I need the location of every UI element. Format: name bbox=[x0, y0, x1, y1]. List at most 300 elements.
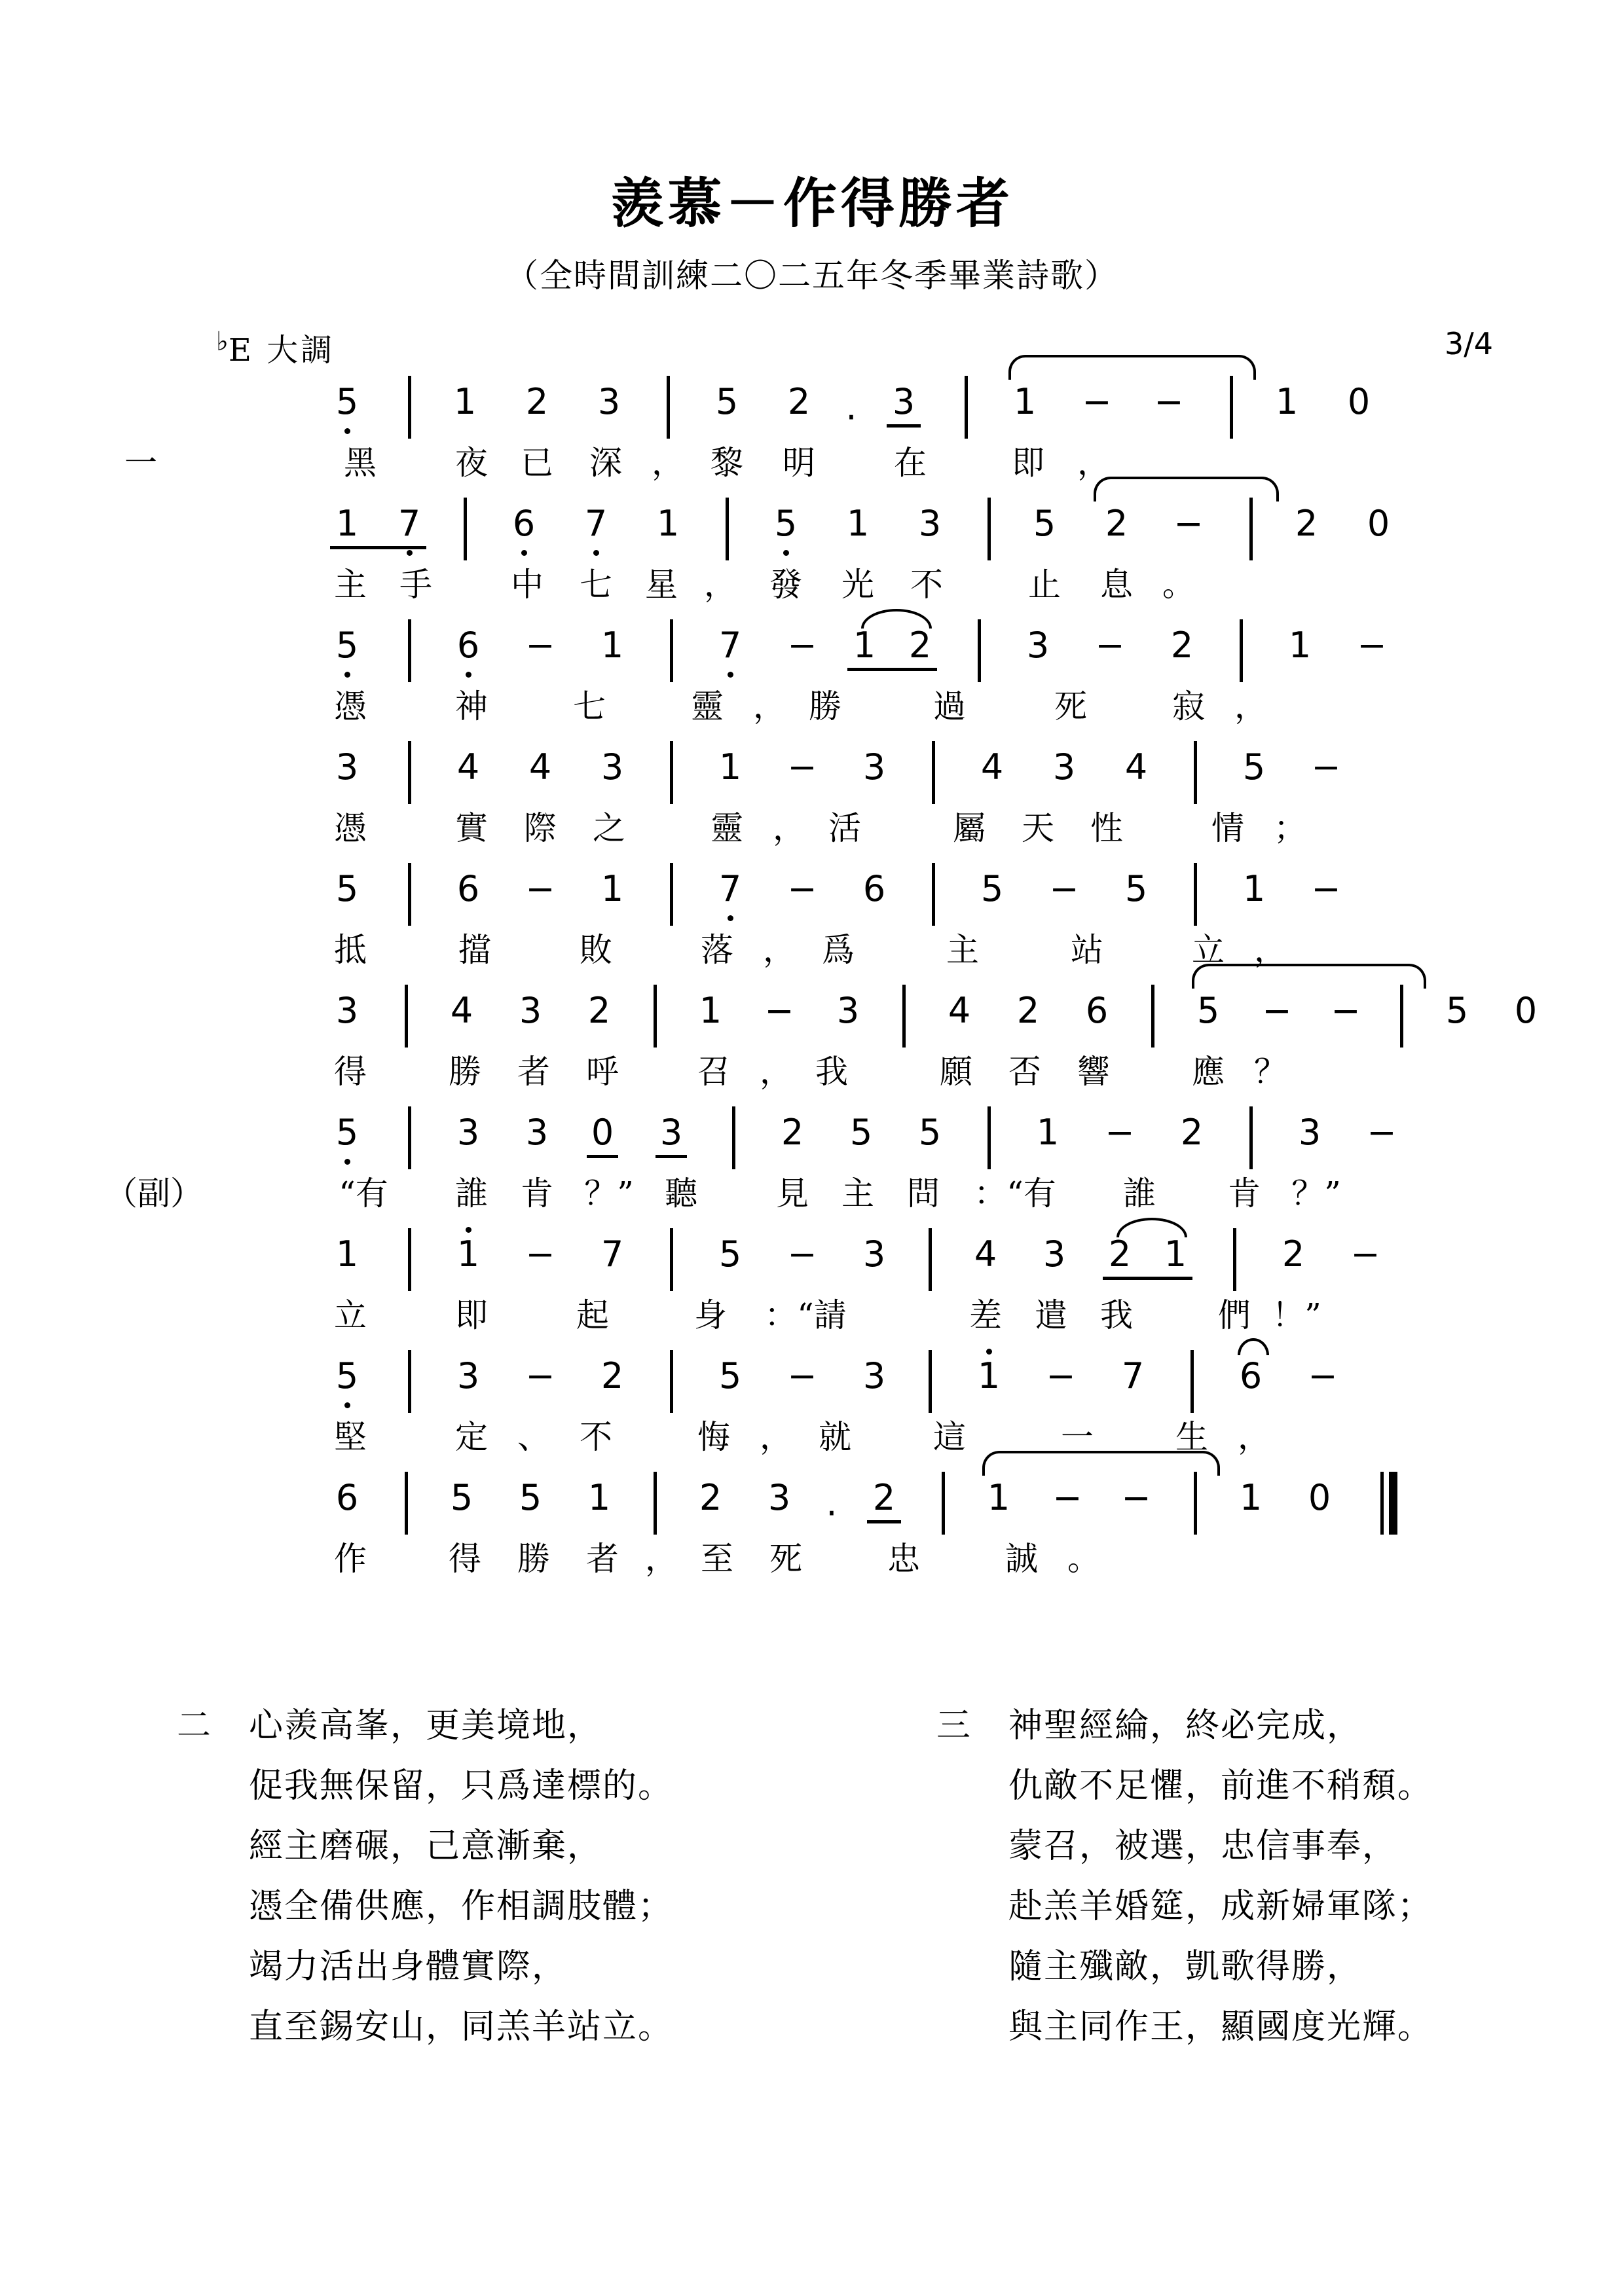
lyric-char: 身 bbox=[694, 1296, 727, 1334]
low-octave-dot bbox=[407, 550, 413, 556]
duration-dash: − bbox=[1082, 381, 1112, 422]
beam-underline bbox=[587, 1155, 618, 1158]
lyric-row bbox=[124, 1295, 1500, 1349]
low-octave-dot bbox=[466, 672, 471, 678]
note-number: 4 bbox=[528, 746, 552, 788]
low-octave-dot bbox=[344, 1159, 350, 1165]
lyric-row bbox=[124, 564, 1500, 618]
note-number: 4 bbox=[450, 990, 473, 1031]
lyric-char: 實 bbox=[455, 809, 488, 847]
beam-underline bbox=[887, 424, 921, 428]
barline bbox=[1249, 498, 1253, 560]
note-number: 1 bbox=[456, 1233, 480, 1275]
note-row bbox=[124, 1114, 1500, 1175]
key-signature bbox=[216, 325, 335, 370]
lyric-char: 我 bbox=[1100, 1296, 1133, 1334]
barline bbox=[670, 1228, 673, 1291]
lyric-char: 肯 bbox=[521, 1175, 553, 1212]
lyric-char: 者 bbox=[586, 1540, 619, 1578]
duration-dash: − bbox=[1154, 381, 1184, 422]
lyric-char: 性 bbox=[1090, 809, 1123, 847]
duration-dash: − bbox=[787, 868, 817, 909]
lyric-char: 問 bbox=[907, 1175, 940, 1212]
barline bbox=[464, 498, 467, 560]
lyric-char: ？” bbox=[1291, 1175, 1341, 1212]
note-number: 3 bbox=[918, 503, 942, 544]
lyric-char: 、 bbox=[517, 1418, 550, 1456]
note-number: 6 bbox=[1085, 990, 1109, 1031]
lyric-char: ； bbox=[1274, 809, 1306, 847]
note-number: 1 bbox=[587, 1477, 611, 1518]
barline bbox=[408, 376, 411, 439]
duration-dash: − bbox=[1350, 1233, 1380, 1275]
duration-dash: − bbox=[1311, 868, 1341, 909]
lyric-char: 響 bbox=[1077, 1053, 1110, 1091]
note-number: 2 bbox=[872, 1477, 896, 1518]
note-row bbox=[124, 1355, 1500, 1418]
note-row bbox=[124, 746, 1500, 809]
note-row bbox=[124, 381, 1500, 444]
barline bbox=[408, 1228, 411, 1291]
note-number: 4 bbox=[948, 990, 971, 1031]
lyric-char: 誰 bbox=[455, 1175, 488, 1212]
lyric-char: 即 bbox=[455, 1296, 488, 1334]
music-system bbox=[124, 740, 1500, 862]
duration-dash: − bbox=[1173, 503, 1204, 544]
note-number: 5 bbox=[980, 868, 1004, 909]
note-number: 1 bbox=[846, 503, 870, 544]
note-number: 2 bbox=[1108, 1233, 1132, 1275]
note-number: 7 bbox=[1121, 1355, 1145, 1396]
note-number: 1 bbox=[600, 868, 624, 909]
barline bbox=[929, 1228, 932, 1291]
lyric-char: 光 bbox=[841, 566, 874, 604]
lyric-char: 神 bbox=[455, 687, 488, 725]
note-number: 3 bbox=[456, 1355, 480, 1396]
note-number: 5 bbox=[1445, 990, 1469, 1031]
note-number: 4 bbox=[974, 1233, 997, 1275]
note-number: 7 bbox=[584, 503, 608, 544]
lyric-char: ， bbox=[753, 687, 786, 725]
duration-dash: − bbox=[1046, 1355, 1076, 1396]
note-row bbox=[124, 990, 1538, 1053]
lyric-char: 主 bbox=[946, 931, 979, 969]
barline bbox=[726, 498, 729, 560]
note-number: 0 bbox=[1347, 381, 1371, 422]
lyric-char: 憑 bbox=[334, 687, 367, 725]
note-number: 2 bbox=[1295, 503, 1318, 544]
verse-line: 蒙召，被選，忠信事奉， bbox=[1008, 1827, 1398, 1866]
lyric-char: 得 bbox=[334, 1053, 367, 1091]
lyric-char: “有 bbox=[339, 1175, 388, 1212]
low-octave-dot bbox=[783, 550, 789, 556]
lyric-char: 主 bbox=[334, 566, 367, 604]
note-number: 5 bbox=[335, 381, 359, 422]
note-number: 6 bbox=[456, 868, 480, 909]
note-number: 1 bbox=[1164, 1233, 1187, 1275]
note-number: 7 bbox=[718, 868, 742, 909]
music-system bbox=[124, 1349, 1500, 1470]
lyric-char: 夜 bbox=[455, 444, 488, 482]
lyric-row bbox=[105, 1173, 1500, 1227]
note-number: 5 bbox=[1196, 990, 1220, 1031]
verse-line: 直至錫安山，同羔羊站立。 bbox=[249, 2007, 674, 2047]
beam-underline bbox=[330, 546, 426, 549]
lyric-char: 忠 bbox=[887, 1540, 920, 1578]
verse-line: 仇敵不足懼，前進不稍頹。 bbox=[1008, 1766, 1433, 1806]
note-number: 2 bbox=[587, 990, 611, 1031]
note-number: 1 bbox=[977, 1355, 1001, 1396]
duration-dash: − bbox=[1262, 990, 1292, 1031]
barline bbox=[670, 619, 673, 682]
music-system bbox=[124, 618, 1500, 740]
note-number: 4 bbox=[1124, 746, 1148, 788]
note-number: 1 bbox=[453, 381, 477, 422]
note-number: 2 bbox=[1016, 990, 1040, 1031]
lyric-char: ， bbox=[763, 931, 796, 969]
lyric-char: 否 bbox=[1008, 1053, 1041, 1091]
lyric-char: 死 bbox=[769, 1540, 802, 1578]
duration-dash: − bbox=[1095, 625, 1125, 666]
lyric-row bbox=[124, 1417, 1500, 1470]
lyric-char: 得 bbox=[449, 1540, 481, 1578]
note-number: 0 bbox=[1514, 990, 1538, 1031]
note-number: 2 bbox=[781, 1112, 804, 1153]
note-number: 2 bbox=[1170, 625, 1194, 666]
lyric-char: 我 bbox=[815, 1053, 848, 1091]
lyric-row bbox=[124, 808, 1500, 862]
duration-dash: − bbox=[1049, 868, 1079, 909]
barline bbox=[902, 985, 906, 1048]
lyric-char: 勝 bbox=[449, 1053, 481, 1091]
barline bbox=[1151, 985, 1154, 1048]
note-number: 1 bbox=[1013, 381, 1037, 422]
note-number: 5 bbox=[715, 381, 739, 422]
key-signature-label: E 大調 bbox=[228, 332, 335, 369]
lyric-char: 靈 bbox=[710, 809, 743, 847]
note-number: 3 bbox=[525, 1112, 549, 1153]
lyric-char: 爲 bbox=[822, 931, 855, 969]
low-octave-dot bbox=[728, 915, 733, 921]
high-octave-dot bbox=[466, 1227, 471, 1233]
lyric-char: 際 bbox=[524, 809, 557, 847]
barline bbox=[1190, 1350, 1194, 1413]
high-octave-dot bbox=[986, 1349, 992, 1355]
lyric-char: 主 bbox=[841, 1175, 874, 1212]
tie-bracket bbox=[1008, 355, 1256, 380]
lyric-char: 擋 bbox=[458, 931, 491, 969]
barline bbox=[670, 863, 673, 926]
barline bbox=[1194, 1472, 1197, 1535]
final-barline bbox=[1380, 1472, 1397, 1535]
note-number: 2 bbox=[1105, 503, 1128, 544]
lyric-char: 發 bbox=[769, 566, 802, 604]
lyric-char: 定 bbox=[455, 1418, 488, 1456]
verse-line: 促我無保留，只爲達標的。 bbox=[249, 1766, 674, 1806]
lyric-char: 止 bbox=[1028, 566, 1061, 604]
duration-dash: − bbox=[1311, 746, 1341, 788]
note-number: 1 bbox=[335, 1233, 359, 1275]
note-number: 1 bbox=[1239, 1477, 1263, 1518]
lyric-char: 落 bbox=[701, 931, 733, 969]
lyric-char: 抵 bbox=[334, 931, 367, 969]
barline bbox=[408, 863, 411, 926]
note-number: 0 bbox=[1308, 1477, 1331, 1518]
lyric-char: 黎 bbox=[710, 444, 743, 482]
note-number: 3 bbox=[335, 746, 359, 788]
barline bbox=[408, 619, 411, 682]
barline bbox=[732, 1106, 735, 1169]
note-number: 6 bbox=[512, 503, 536, 544]
note-number: 2 bbox=[787, 381, 811, 422]
duration-dash: − bbox=[1331, 990, 1361, 1031]
note-number: 3 bbox=[456, 1112, 480, 1153]
lyric-char: 聽 bbox=[665, 1175, 697, 1212]
note-number: 5 bbox=[849, 1112, 873, 1153]
lyric-char: 們 bbox=[1218, 1296, 1251, 1334]
beam-underline bbox=[867, 1520, 901, 1523]
barline bbox=[1233, 1228, 1236, 1291]
lyric-char: 屬 bbox=[953, 809, 986, 847]
note-number: 3 bbox=[862, 746, 886, 788]
note-number: 3 bbox=[862, 1233, 886, 1275]
note-number: 2 bbox=[699, 1477, 722, 1518]
duration-dash: − bbox=[525, 1355, 555, 1396]
barline bbox=[978, 619, 981, 682]
lyric-char: 明 bbox=[783, 444, 815, 482]
barline bbox=[1400, 985, 1403, 1048]
lyric-char: 不 bbox=[910, 566, 943, 604]
lyric-char: 寂 bbox=[1172, 687, 1205, 725]
lyric-char: 情 bbox=[1211, 809, 1244, 847]
lyric-char: 不 bbox=[580, 1418, 612, 1456]
lyric-char: 七 bbox=[573, 687, 606, 725]
note-number: 1 bbox=[656, 503, 680, 544]
duration-dash: − bbox=[1308, 1355, 1338, 1396]
lyric-row bbox=[124, 686, 1500, 740]
duration-dash: − bbox=[1121, 1477, 1151, 1518]
low-octave-dot bbox=[728, 672, 733, 678]
note-number: 5 bbox=[335, 868, 359, 909]
note-number: 4 bbox=[456, 746, 480, 788]
note-number: 3 bbox=[1298, 1112, 1321, 1153]
note-number: 4 bbox=[980, 746, 1004, 788]
note-number: 5 bbox=[718, 1355, 742, 1396]
note-number: 5 bbox=[450, 1477, 473, 1518]
lyric-char: 立 bbox=[1192, 931, 1225, 969]
low-octave-dot bbox=[521, 550, 527, 556]
note-number: 1 bbox=[335, 503, 359, 544]
lyric-char: 息 bbox=[1100, 566, 1133, 604]
note-number: 7 bbox=[397, 503, 421, 544]
duration-dash: − bbox=[525, 1233, 555, 1275]
low-octave-dot bbox=[344, 428, 350, 434]
note-number: 1 bbox=[718, 746, 742, 788]
lyric-char: 呼 bbox=[586, 1053, 619, 1091]
lyric-char: ！” bbox=[1272, 1296, 1321, 1334]
barline bbox=[1194, 863, 1197, 926]
tie-bracket bbox=[982, 1451, 1220, 1476]
verse-line: 心羨高峯，更美境地， bbox=[249, 1706, 603, 1745]
lyric-char: ， bbox=[1077, 444, 1110, 482]
note-number: 5 bbox=[1124, 868, 1148, 909]
note-number: 3 bbox=[1026, 625, 1050, 666]
lyric-char: 深 bbox=[589, 444, 622, 482]
verse-block bbox=[936, 1696, 1433, 2057]
note-number: 2 bbox=[525, 381, 549, 422]
lyric-char: 憑 bbox=[334, 809, 367, 847]
lyric-char: 黑 bbox=[344, 444, 377, 482]
barline bbox=[932, 741, 935, 804]
tie-bracket bbox=[1094, 477, 1279, 501]
barline bbox=[987, 498, 991, 560]
verse-line: 竭力活出身體實際， bbox=[249, 1947, 568, 1986]
note-row bbox=[124, 505, 1500, 566]
music-system bbox=[124, 374, 1500, 496]
page-title: 羨慕－作得勝者 bbox=[610, 172, 1014, 235]
duration-dash: − bbox=[1105, 1112, 1135, 1153]
note-number: 1 bbox=[1288, 625, 1312, 666]
note-number: 5 bbox=[1242, 746, 1266, 788]
note-number: 2 bbox=[600, 1355, 624, 1396]
note-number: 5 bbox=[335, 1112, 359, 1153]
note-number: 5 bbox=[335, 625, 359, 666]
lyric-char: ， bbox=[773, 809, 805, 847]
chorus-marker: （副） bbox=[105, 1175, 203, 1212]
note-number: 5 bbox=[718, 1233, 742, 1275]
barline bbox=[987, 1106, 991, 1169]
duration-dash: − bbox=[525, 868, 555, 909]
beam-underline bbox=[655, 1155, 687, 1158]
note-number: 0 bbox=[591, 1112, 614, 1153]
note-number: 3 bbox=[862, 1355, 886, 1396]
note-number: 5 bbox=[918, 1112, 942, 1153]
lyric-char: 之 bbox=[593, 809, 625, 847]
beam-underline bbox=[1103, 1277, 1192, 1280]
lyric-char: 這 bbox=[933, 1418, 966, 1456]
barline bbox=[965, 376, 968, 439]
note-number: 3 bbox=[767, 1477, 791, 1518]
verse-lines bbox=[249, 1696, 673, 2057]
lyric-char: 星 bbox=[645, 566, 678, 604]
note-row bbox=[124, 868, 1500, 931]
note-number: 1 bbox=[987, 1477, 1010, 1518]
lyric-char: 已 bbox=[521, 444, 553, 482]
lyric-char: 肯 bbox=[1228, 1175, 1261, 1212]
note-number: 3 bbox=[519, 990, 542, 1031]
lyric-char: 遣 bbox=[1035, 1296, 1067, 1334]
note-number: 3 bbox=[836, 990, 860, 1031]
barline bbox=[405, 1472, 408, 1535]
lyric-char: 活 bbox=[828, 809, 861, 847]
lyric-row bbox=[124, 1539, 1500, 1592]
lyric-char: 手 bbox=[399, 566, 432, 604]
lyric-char: ， bbox=[704, 566, 737, 604]
note-number: 3 bbox=[659, 1112, 683, 1153]
note-number: 6 bbox=[862, 868, 886, 909]
verse-lines bbox=[1008, 1696, 1433, 2057]
barline bbox=[405, 985, 408, 1048]
lyric-char: ：“請 bbox=[764, 1296, 847, 1334]
verse-line: 經主磨碾，己意漸棄， bbox=[249, 1827, 603, 1866]
tie-bracket bbox=[1192, 964, 1426, 989]
barline bbox=[1249, 1106, 1253, 1169]
duration-dash: − bbox=[1367, 1112, 1397, 1153]
lyric-char: 立 bbox=[334, 1296, 367, 1334]
lyric-char: ， bbox=[760, 1418, 792, 1456]
note-number: 5 bbox=[774, 503, 798, 544]
lyric-char: ， bbox=[1238, 1418, 1270, 1456]
lyric-char: 勝 bbox=[517, 1540, 550, 1578]
lyric-char: ？ bbox=[1254, 1053, 1287, 1091]
note-number: 3 bbox=[597, 381, 621, 422]
note-number: 3 bbox=[1043, 1233, 1066, 1275]
note-number: 7 bbox=[718, 625, 742, 666]
verse-number: 三 bbox=[936, 1706, 971, 1745]
lyric-char: 勝 bbox=[809, 687, 841, 725]
lyric-char: 就 bbox=[819, 1418, 851, 1456]
lyric-char: 過 bbox=[933, 687, 966, 725]
note-number: 2 bbox=[1282, 1233, 1305, 1275]
note-number: 0 bbox=[1367, 503, 1390, 544]
lyric-char: 在 bbox=[894, 444, 927, 482]
note-row bbox=[124, 1477, 1500, 1540]
lyric-row bbox=[124, 1051, 1500, 1105]
barline bbox=[1230, 376, 1233, 439]
duration-dash: − bbox=[787, 625, 817, 666]
note-number: 3 bbox=[1052, 746, 1076, 788]
lyric-char: 生 bbox=[1175, 1418, 1208, 1456]
lyric-char: 誰 bbox=[1123, 1175, 1156, 1212]
duration-dash: − bbox=[525, 625, 555, 666]
lyric-char: 差 bbox=[969, 1296, 1002, 1334]
duration-dash: − bbox=[1052, 1477, 1082, 1518]
low-octave-dot bbox=[344, 672, 350, 678]
lyric-char: ， bbox=[760, 1053, 792, 1091]
note-number: 3 bbox=[335, 990, 359, 1031]
note-number: 6 bbox=[1239, 1355, 1263, 1396]
verse-line: 與主同作王，顯國度光輝。 bbox=[1008, 2007, 1433, 2047]
verse-line: 赴羔羊婚筵，成新婦軍隊； bbox=[1008, 1887, 1433, 1926]
music-system bbox=[124, 496, 1500, 618]
music-system bbox=[124, 1470, 1500, 1592]
lyric-char: 願 bbox=[940, 1053, 972, 1091]
duration-dash: − bbox=[787, 1233, 817, 1275]
lyric-char: 即 bbox=[1012, 444, 1044, 482]
note-number: 5 bbox=[335, 1355, 359, 1396]
lyric-char: 作 bbox=[334, 1540, 367, 1578]
barline bbox=[929, 1350, 932, 1413]
duration-dash: − bbox=[1357, 625, 1387, 666]
score-meta-row bbox=[0, 318, 1624, 374]
music-staff-area bbox=[105, 374, 1538, 1592]
barline bbox=[1240, 619, 1243, 682]
lyric-char: 者 bbox=[517, 1053, 550, 1091]
lyric-char: 堅 bbox=[334, 1418, 367, 1456]
barline bbox=[670, 741, 673, 804]
duration-dash: − bbox=[787, 746, 817, 788]
barline bbox=[667, 376, 670, 439]
time-signature: 3/4 bbox=[1444, 326, 1493, 361]
lyric-char: 中 bbox=[511, 566, 544, 604]
lyric-row bbox=[124, 443, 1500, 496]
lyric-char: ， bbox=[645, 1540, 678, 1578]
barline bbox=[654, 985, 657, 1048]
barline bbox=[654, 1472, 657, 1535]
note-number: 1 bbox=[1036, 1112, 1060, 1153]
lyric-char: 應 bbox=[1192, 1053, 1225, 1091]
note-number: 1 bbox=[699, 990, 722, 1031]
